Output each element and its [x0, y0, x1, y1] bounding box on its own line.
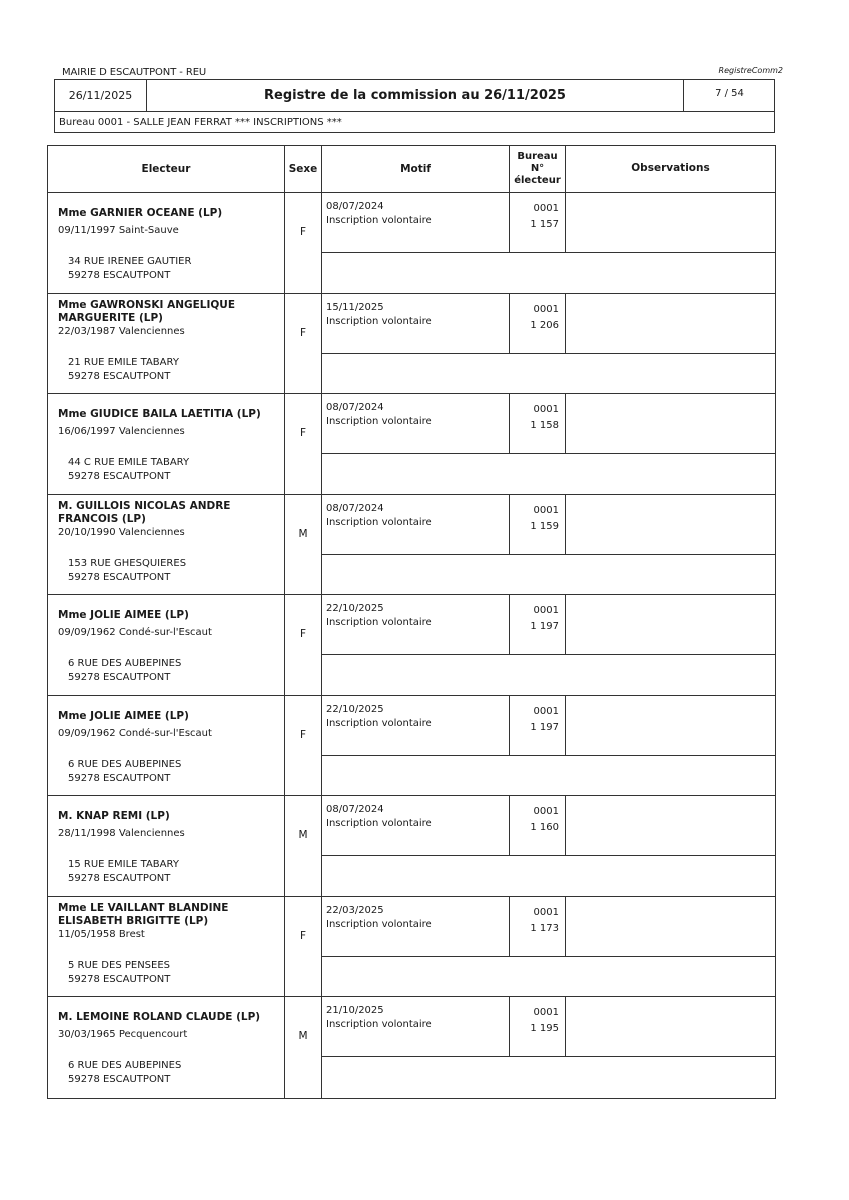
- address: [68, 858, 179, 886]
- bureau-cell: [510, 193, 566, 252]
- motif-date: 21/10/2025: [326, 1005, 384, 1016]
- motif-cell: [322, 394, 510, 453]
- observations-cell: [566, 595, 775, 654]
- observations-cell: [566, 193, 775, 252]
- address-street: 6 RUE DES AUBEPINES: [68, 758, 182, 770]
- elector-number: 1 173: [530, 922, 559, 934]
- birth-info: 22/03/1987 Valenciennes: [58, 325, 185, 337]
- blank-subrow: [322, 253, 775, 293]
- motif-cell: [322, 696, 510, 755]
- motif-cell: [322, 495, 510, 554]
- sexe-cell: F: [285, 696, 322, 796]
- motif-date: 08/07/2024: [326, 804, 384, 815]
- electeur-name-continued: MARGUERITE (LP): [58, 311, 163, 324]
- address-street: 5 RUE DES PENSEES: [68, 959, 171, 971]
- electeur-name: M. GUILLOIS NICOLAS ANDRE: [58, 499, 231, 512]
- motif-reason: Inscription volontaire: [326, 818, 432, 829]
- motif-reason: Inscription volontaire: [326, 416, 432, 427]
- blank-subrow: [322, 1057, 775, 1097]
- page-number: 7 / 54: [683, 80, 775, 111]
- address: [68, 1059, 181, 1087]
- sexe-cell: F: [285, 595, 322, 695]
- blank-subrow: [322, 655, 775, 695]
- blank-subrow: [322, 555, 775, 595]
- electeur-name: M. KNAP REMI (LP): [58, 810, 170, 822]
- address: [68, 255, 191, 283]
- motif-cell: [322, 897, 510, 956]
- motif-row: [322, 897, 775, 957]
- table-row: [48, 394, 775, 495]
- bureau-code: 0001: [533, 705, 559, 717]
- column-header-bureau-line2: N°: [530, 163, 545, 174]
- organisation-label: MAIRIE D ESCAUTPONT - REU: [62, 67, 207, 78]
- address-street: 34 RUE IRENEE GAUTIER: [68, 256, 192, 267]
- bureau-cell: [510, 394, 566, 453]
- motif-row: [322, 394, 775, 454]
- birth-info: 09/09/1962 Condé-sur-l'Escaut: [58, 727, 212, 739]
- electeur-cell: [48, 595, 285, 695]
- table-row: [48, 796, 775, 897]
- address-street: 153 RUE GHESQUIERES: [68, 557, 187, 569]
- table-row: [48, 696, 775, 797]
- bureau-line: Bureau 0001 - SALLE JEAN FERRAT *** INSCRIPTIONS ***: [59, 117, 342, 128]
- elector-number: 1 195: [530, 1023, 559, 1034]
- bureau-code: 0001: [533, 504, 559, 516]
- motif-cell: [322, 193, 510, 252]
- electeur-cell: [48, 495, 285, 595]
- bureau-cell: [510, 495, 566, 554]
- elector-number: 1 206: [530, 319, 559, 331]
- address-city: 59278 ESCAUTPONT: [68, 1074, 171, 1085]
- electeur-cell: [48, 294, 285, 394]
- birth-info: 16/06/1997 Valenciennes: [58, 426, 185, 437]
- electeur-name: Mme GARNIER OCEANE (LP): [58, 207, 223, 219]
- observations-cell: [566, 495, 775, 554]
- table-row: [48, 294, 775, 395]
- motif-cell: [322, 997, 510, 1056]
- observations-cell: [566, 394, 775, 453]
- bureau-cell: [510, 796, 566, 855]
- sexe-cell: F: [285, 897, 322, 997]
- bureau-code: 0001: [533, 1007, 559, 1018]
- table-row: [48, 495, 775, 596]
- birth-info: 11/05/1958 Brest: [58, 928, 145, 940]
- motif-row: [322, 796, 775, 856]
- column-header-sexe: Sexe: [285, 146, 322, 192]
- bureau-cell: [510, 696, 566, 755]
- motif-row: [322, 495, 775, 555]
- electeur-name: Mme GAWRONSKI ANGELIQUE: [58, 298, 236, 311]
- motif-reason: Inscription volontaire: [326, 717, 432, 729]
- address-city: 59278 ESCAUTPONT: [68, 471, 171, 482]
- electeur-name: M. LEMOINE ROLAND CLAUDE (LP): [58, 1011, 261, 1023]
- motif-date: 22/03/2025: [326, 904, 384, 916]
- sexe-cell: F: [285, 394, 322, 494]
- bureau-code: 0001: [533, 605, 559, 616]
- elector-number: 1 157: [530, 219, 559, 230]
- bureau-cell: [510, 595, 566, 654]
- motif-date: 08/07/2024: [326, 502, 384, 514]
- sexe-cell: M: [285, 495, 322, 595]
- address-street: 44 C RUE EMILE TABARY: [68, 457, 190, 468]
- motif-date: 08/07/2024: [326, 402, 384, 413]
- electeur-name: Mme GIUDICE BAILA LAETITIA (LP): [58, 408, 261, 420]
- motif-cell: [322, 294, 510, 353]
- bureau-code: 0001: [533, 303, 559, 315]
- bureau-code: 0001: [533, 806, 559, 817]
- motif-row: [322, 595, 775, 655]
- electeur-name: Mme LE VAILLANT BLANDINE: [58, 901, 229, 914]
- blank-subrow: [322, 957, 775, 997]
- birth-info: 30/03/1965 Pecquencourt: [58, 1029, 188, 1040]
- sexe-cell: F: [285, 294, 322, 394]
- address-city: 59278 ESCAUTPONT: [68, 571, 171, 583]
- electeur-cell: [48, 394, 285, 494]
- electeur-cell: [48, 897, 285, 997]
- sexe-cell: M: [285, 796, 322, 896]
- motif-date: 08/07/2024: [326, 201, 384, 212]
- bureau-cell: [510, 997, 566, 1056]
- address-street: 21 RUE EMILE TABARY: [68, 356, 179, 368]
- column-header-bureau: [510, 146, 566, 192]
- motif-row: [322, 193, 775, 253]
- observations-cell: [566, 997, 775, 1056]
- observations-cell: [566, 696, 775, 755]
- table-header: [48, 146, 775, 193]
- sexe-cell: F: [285, 193, 322, 293]
- address-street: 6 RUE DES AUBEPINES: [68, 1060, 182, 1071]
- address-city: 59278 ESCAUTPONT: [68, 270, 171, 281]
- elector-number: 1 197: [530, 721, 559, 733]
- table-row: [48, 997, 775, 1098]
- bureau-cell: [510, 294, 566, 353]
- table-row: [48, 595, 775, 696]
- electeur-name-continued: ELISABETH BRIGITTE (LP): [58, 914, 209, 927]
- report-date: 26/11/2025: [55, 80, 147, 111]
- motif-reason: Inscription volontaire: [326, 516, 432, 528]
- motif-reason: Inscription volontaire: [326, 315, 432, 327]
- column-header-electeur: Electeur: [48, 146, 285, 192]
- blank-subrow: [322, 856, 775, 896]
- electeur-cell: [48, 696, 285, 796]
- address: [68, 657, 181, 685]
- electeur-cell: [48, 997, 285, 1098]
- sexe-cell: M: [285, 997, 322, 1098]
- observations-cell: [566, 796, 775, 855]
- address: [68, 959, 170, 987]
- column-header-motif: Motif: [322, 146, 510, 192]
- elector-number: 1 197: [530, 621, 559, 632]
- blank-subrow: [322, 454, 775, 494]
- motif-cell: [322, 796, 510, 855]
- electeur-cell: [48, 796, 285, 896]
- column-header-bureau-line3: électeur: [514, 175, 561, 186]
- column-header-observations: Observations: [631, 162, 710, 174]
- address-street: 15 RUE EMILE TABARY: [68, 859, 179, 870]
- address: [68, 456, 189, 484]
- address-street: 6 RUE DES AUBEPINES: [68, 658, 182, 669]
- bureau-code: 0001: [533, 906, 559, 918]
- address-city: 59278 ESCAUTPONT: [68, 973, 171, 985]
- address: [68, 758, 181, 786]
- elector-number: 1 159: [530, 520, 559, 532]
- motif-reason: Inscription volontaire: [326, 1019, 432, 1030]
- address-city: 59278 ESCAUTPONT: [68, 873, 171, 884]
- address-city: 59278 ESCAUTPONT: [68, 370, 171, 382]
- bureau-code: 0001: [533, 203, 559, 214]
- motif-reason: Inscription volontaire: [326, 617, 432, 628]
- motif-row: [322, 294, 775, 354]
- column-header-bureau-line1: Bureau: [517, 151, 558, 162]
- address-city: 59278 ESCAUTPONT: [68, 672, 171, 683]
- table-row: [48, 897, 775, 998]
- observations-cell: [566, 897, 775, 956]
- address: [68, 356, 179, 384]
- electeur-name: Mme JOLIE AIMEE (LP): [58, 609, 189, 621]
- motif-date: 22/10/2025: [326, 603, 384, 614]
- motif-row: [322, 997, 775, 1057]
- birth-info: 09/09/1962 Condé-sur-l'Escaut: [58, 627, 212, 638]
- address: [68, 557, 186, 585]
- motif-date: 15/11/2025: [326, 301, 384, 313]
- observations-cell: [566, 294, 775, 353]
- motif-reason: Inscription volontaire: [326, 918, 432, 930]
- report-code: RegistreComm2: [718, 66, 783, 75]
- bureau-code: 0001: [533, 404, 559, 415]
- motif-date: 22/10/2025: [326, 703, 384, 715]
- blank-subrow: [322, 756, 775, 796]
- table-row: [48, 193, 775, 294]
- document-header: [54, 79, 775, 133]
- motif-row: [322, 696, 775, 756]
- electeur-name: Mme JOLIE AIMEE (LP): [58, 709, 189, 722]
- motif-cell: [322, 595, 510, 654]
- electeur-cell: [48, 193, 285, 293]
- blank-subrow: [322, 354, 775, 394]
- birth-info: 20/10/1990 Valenciennes: [58, 526, 185, 538]
- motif-reason: Inscription volontaire: [326, 215, 432, 226]
- table-body: [48, 193, 775, 1098]
- register-table: [47, 145, 776, 1099]
- birth-info: 28/11/1998 Valenciennes: [58, 828, 185, 839]
- electeur-name-continued: FRANCOIS (LP): [58, 512, 146, 525]
- birth-info: 09/11/1997 Saint-Sauve: [58, 225, 179, 236]
- elector-number: 1 158: [530, 420, 559, 431]
- page-title: Registre de la commission au 26/11/2025: [264, 88, 566, 103]
- address-city: 59278 ESCAUTPONT: [68, 772, 171, 784]
- bureau-cell: [510, 897, 566, 956]
- elector-number: 1 160: [530, 822, 559, 833]
- header-row: [55, 80, 774, 112]
